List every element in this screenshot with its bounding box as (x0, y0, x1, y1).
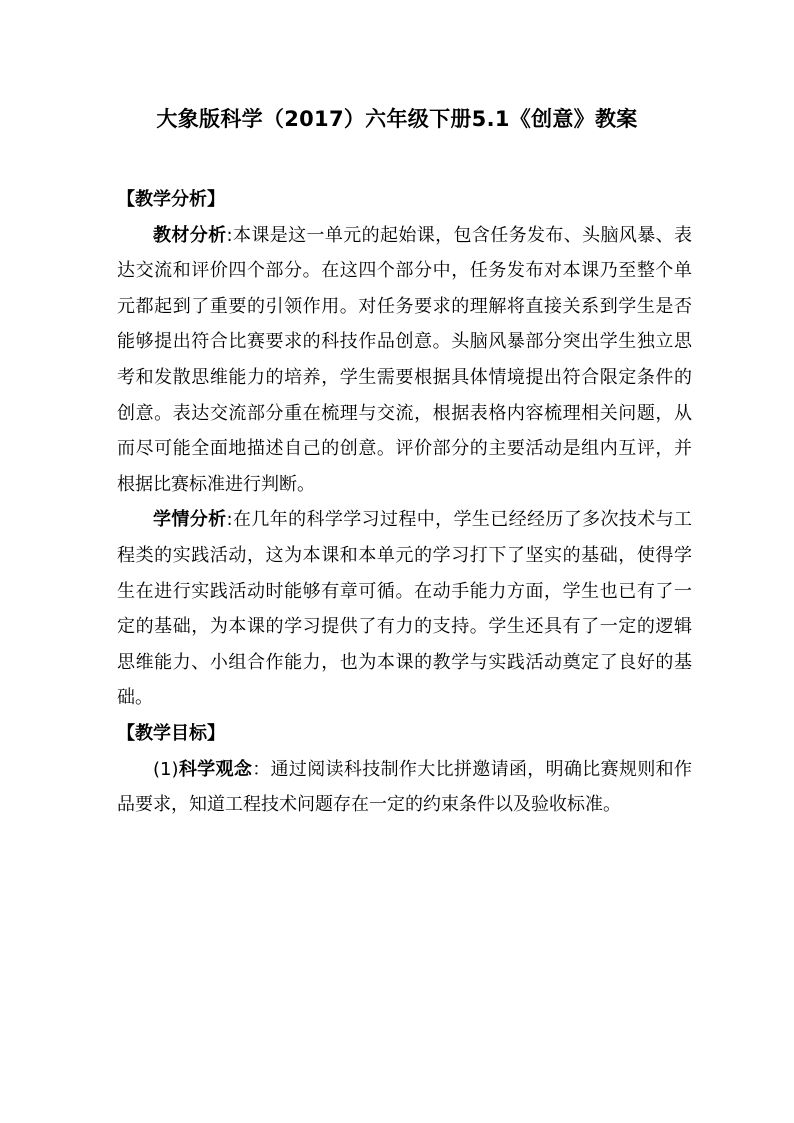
text-textbook-analysis: :本课是这一单元的起始课，包含任务发布、头脑风暴、表达交流和评价四个部分。在这四个部分中，任务发布对本课乃至整个单元都起到了重要的引领作用。对任务要求的理解将直接关系到学生是否能够提出符合比赛要求的科技作品创意。头脑风暴部分突出学生独立思考和发散思维能力的培养，学生需要根据具体情境提出符合限定条件的创意。表达交流部分重在梳理与交流，根据表格内容梳理相关问题，从而尽可能全面地描述自己的创意。评价部分的主要活动是组内互评，并根据比赛标准进行判断。 (117, 224, 693, 495)
label-student-analysis: 学情分析 (153, 509, 227, 531)
paragraph-student-analysis (117, 502, 692, 716)
section-heading-goals: 【教学目标】 (117, 722, 225, 744)
section-heading-analysis: 【教学分析】 (117, 189, 225, 210)
goal-1-number: (1) (153, 758, 179, 780)
text-student-analysis: :在几年的科学学习过程中，学生已经经历了多次技术与工程类的实践活动，这为本课和本单元的学习打下了坚实的基础，使得学生在进行实践活动时能够有章可循。在动手能力方面，学生也已有了一定的基础，为本课的学习提供了有力的支持。学生还具有了一定的逻辑思维能力、小组合作能力，也为本课的教学与实践活动奠定了良好的基础。 (117, 509, 693, 709)
document-title: 大象版科学（2017）六年级下册5.1《创意》教案 (156, 107, 638, 131)
label-goal-1: 科学观念 (178, 758, 253, 780)
label-textbook-analysis: 教材分析 (153, 224, 227, 246)
paragraph-textbook-analysis (117, 218, 692, 503)
paragraph-goal-1 (117, 752, 692, 823)
text-goal-1: ：通过阅读科技制作大比拼邀请函，明确比赛规则和作品要求，知道工程技术问题存在一定的约束条件以及验收标准。 (117, 758, 693, 816)
document-body (117, 182, 692, 823)
